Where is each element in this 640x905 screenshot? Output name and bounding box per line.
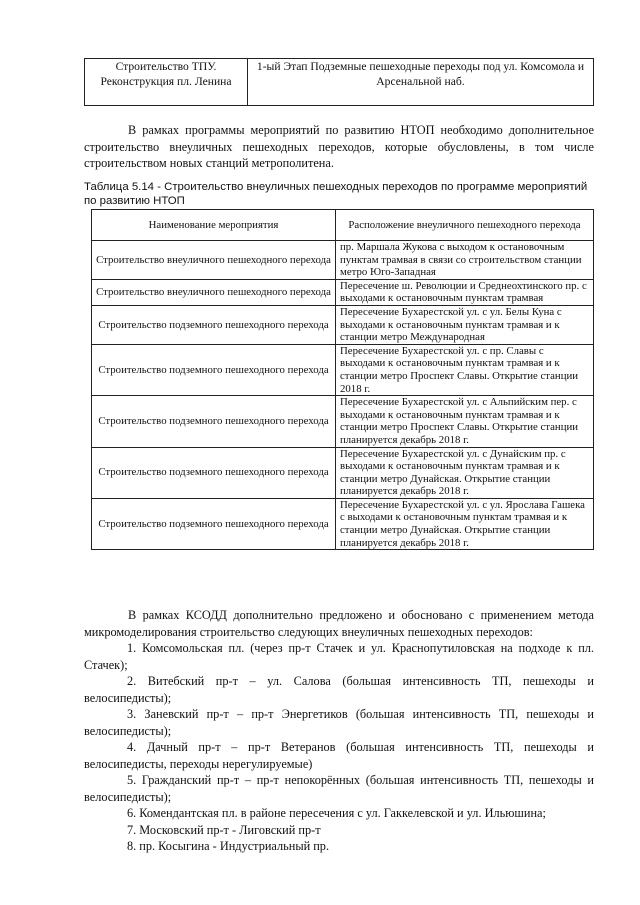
list-item: 4. Дачный пр-т – пр-т Ветеранов (большая интенсивность ТП, пешеходы и велосипедисты, переходы нерегулируемые) xyxy=(84,740,594,771)
row-location: Пересечение Бухарестской ул. с ул. Белы Куна с выходами к остановочным пунктам трамвая и к станции метро Международная xyxy=(336,305,594,344)
row-location: Пересечение Бухарестской ул. с Альпийским пер. с выходами к остановочным пунктам трамвая и к станции метро Проспект Славы. Открытие станции планируется декабрь 2018 г. xyxy=(336,396,594,447)
list-item: 5. Гражданский пр-т – пр-т непокорённых (большая интенсивность ТП, пешеходы и велосипедисты); xyxy=(84,773,594,804)
crossings-table xyxy=(91,209,594,550)
row-location: Пересечение ш. Революции и Среднеохтинского пр. с выходами к остановочным пунктам трамвая xyxy=(336,279,594,305)
list-item: 7. Московский пр-т - Лиговский пр-т xyxy=(127,822,321,837)
row-name: Строительство внеуличного пешеходного перехода xyxy=(92,241,336,280)
row-name: Строительство подземного пешеходного перехода xyxy=(92,447,336,498)
list-item: 8. пр. Косыгина - Индустриальный пр. xyxy=(127,839,330,853)
table-row xyxy=(92,396,594,447)
top-table-cell-stage: 1-ый Этап Подземные пешеходные переходы под ул. Комсомола и Арсенальной наб. xyxy=(248,59,594,106)
list-item: 2. Витебский пр-т – ул. Салова (большая интенсивность ТП, пешеходы и велосипедисты); xyxy=(84,674,594,705)
table-row xyxy=(85,59,594,106)
closing-paragraph: В рамках КСОДД дополнительно предложено и обосновано с применением метода микромоделирования строительство следующих внеуличных пешеходных переходов: xyxy=(84,608,594,639)
row-location: Пересечение Бухарестской ул. с Дунайским пр. с выходами к остановочным пунктам трамвая и к станции метро Дунайская. Открытие станции планируется декабрь 2018 г. xyxy=(336,447,594,498)
table-caption: Таблица 5.14 - Строительство внеуличных пешеходных переходов по программе мероприятий по развитию НТОП xyxy=(84,181,588,207)
row-name: Строительство подземного пешеходного перехода xyxy=(92,396,336,447)
top-table-cell-project: Строительство ТПУ. Реконструкция пл. Ленина xyxy=(85,59,248,106)
row-name: Строительство внеуличного пешеходного перехода xyxy=(92,279,336,305)
list-item: 3. Заневский пр-т – пр-т Энергетиков (большая интенсивность ТП, пешеходы и велосипедисты); xyxy=(84,707,594,738)
table-header-row xyxy=(92,210,594,241)
table-row xyxy=(92,447,594,498)
table-row xyxy=(92,305,594,344)
list-item: 6. Комендантская пл. в районе пересечения с ул. Гаккелевской и ул. Ильюшина; xyxy=(127,806,546,820)
top-table xyxy=(84,58,594,106)
table-row xyxy=(92,241,594,280)
intro-paragraph: В рамках программы мероприятий по развитию НТОП необходимо дополнительное строительство внеуличных пешеходных переходов, которые обусловлены, в том числе строительством новых станций метрополитена. xyxy=(84,123,594,170)
table-row xyxy=(92,498,594,549)
row-location: Пересечение Бухарестской ул. с пр. Славы с выходами к остановочным пунктам трамвая и к станции метро Проспект Славы. Открытие станции 2018 г. xyxy=(336,344,594,395)
row-location: Пересечение Бухарестской ул. с ул. Ярослава Гашека с выходами к остановочным пунктам трамвая и к станции метро Дунайская. Открытие станции планируется декабрь 2018 г. xyxy=(336,498,594,549)
row-location: пр. Маршала Жукова с выходом к остановочным пунктам трамвая в связи со строительством станции метро Юго-Западная xyxy=(336,241,594,280)
header-location: Расположение внеуличного пешеходного перехода xyxy=(336,210,594,241)
closing-section xyxy=(84,607,594,855)
table-row xyxy=(92,279,594,305)
list-item: 1. Комсомольская пл. (через пр-т Стачек и ул. Краснопутиловская на подходе к пл. Стачек); xyxy=(84,641,594,672)
row-name: Строительство подземного пешеходного перехода xyxy=(92,344,336,395)
table-row xyxy=(92,344,594,395)
row-name: Строительство подземного пешеходного перехода xyxy=(92,498,336,549)
header-name: Наименование мероприятия xyxy=(92,210,336,241)
row-name: Строительство подземного пешеходного перехода xyxy=(92,305,336,344)
